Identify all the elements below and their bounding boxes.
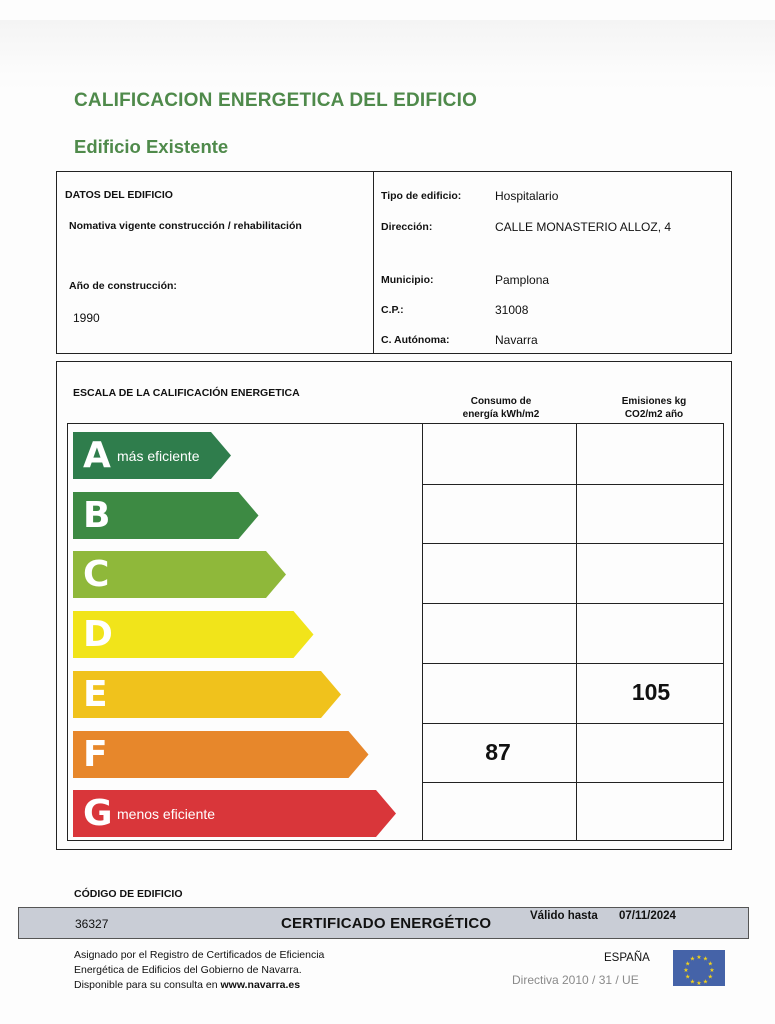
svg-text:★: ★ <box>696 980 702 986</box>
autonoma-label: C. Autónoma: <box>381 334 450 346</box>
svg-text:★: ★ <box>685 960 691 968</box>
table-row-divider <box>423 484 723 485</box>
table-row-divider <box>423 782 723 783</box>
svg-text:★: ★ <box>709 967 715 974</box>
svg-text:★: ★ <box>689 955 696 963</box>
cp-label: C.P.: <box>381 304 404 316</box>
municipio-label: Municipio: <box>381 274 434 286</box>
rating-arrow-f <box>73 731 369 777</box>
registry-line3-prefix: Disponible para su consulta en <box>74 979 221 991</box>
rating-letter: G <box>83 793 113 835</box>
emisiones-value: 105 <box>631 678 671 705</box>
certificate-title: CERTIFICADO ENERGÉTICO <box>281 915 492 932</box>
registry-line2: Energética de Edificios del Gobierno de Navarra. <box>74 964 302 976</box>
consumo-header-line1: Consumo de <box>470 396 532 407</box>
energy-scale-box <box>56 361 732 850</box>
svg-text:★: ★ <box>683 967 689 974</box>
rating-letter: F <box>83 733 108 775</box>
navarra-link[interactable]: www.navarra.es <box>220 979 301 991</box>
svg-text:★: ★ <box>696 954 702 961</box>
info-divider <box>373 172 374 353</box>
table-column-divider <box>576 424 577 840</box>
rating-letter: C <box>83 554 110 596</box>
building-section-label: DATOS DEL EDIFICIO <box>65 189 173 201</box>
espana-label: ESPAÑA <box>604 952 650 964</box>
emisiones-header <box>584 395 724 421</box>
consumo-value: 87 <box>485 738 511 765</box>
rating-letter: E <box>83 673 108 715</box>
rating-arrow-d <box>73 611 314 657</box>
consumo-header-line2: energía kWh/m2 <box>462 409 540 420</box>
tipo-value: Hospitalario <box>495 189 559 203</box>
rating-arrow-c <box>73 551 286 597</box>
svg-text:★: ★ <box>702 955 709 963</box>
cp-value: 31008 <box>495 303 529 317</box>
rating-arrow-a <box>73 432 231 478</box>
scan-artifact <box>0 20 775 90</box>
table-row-divider <box>423 603 723 604</box>
valid-until-date: 07/11/2024 <box>619 910 676 922</box>
page-subtitle: Edificio Existente <box>74 136 229 157</box>
normativa-label: Nomativa vigente construcción / rehabilitación <box>69 220 302 232</box>
rating-arrow-e <box>73 671 341 717</box>
rating-note: más eficiente <box>117 448 200 464</box>
consumo-header <box>431 395 571 421</box>
svg-text:★: ★ <box>702 978 709 986</box>
year-value: 1990 <box>73 311 100 325</box>
registry-line3 <box>74 978 324 993</box>
year-label: Año de construcción: <box>69 280 177 292</box>
rating-letter: D <box>83 614 113 656</box>
emisiones-header-line1: Emisiones kg <box>621 396 687 407</box>
tipo-label: Tipo de edificio: <box>381 190 462 202</box>
direccion-label: Dirección: <box>381 221 433 233</box>
building-code-label: CÓDIGO DE EDIFICIO <box>74 888 183 900</box>
emisiones-header-line2: CO2/m2 año <box>624 409 684 420</box>
svg-text:★: ★ <box>685 973 691 981</box>
registry-note <box>74 948 324 993</box>
eu-flag-icon <box>673 950 725 986</box>
svg-text:★: ★ <box>707 960 713 968</box>
building-code-value: 36327 <box>75 917 109 931</box>
certificate-bar <box>18 907 749 939</box>
scale-title: ESCALA DE LA CALIFICACIÓN ENERGETICA <box>73 387 300 399</box>
table-row-divider <box>423 723 723 724</box>
autonoma-value: Navarra <box>495 333 538 347</box>
rating-note: menos eficiente <box>117 806 216 823</box>
registry-line1: Asignado por el Registro de Certificados de Eficiencia <box>74 949 325 961</box>
rating-letter: A <box>83 435 111 476</box>
table-row-divider <box>423 663 723 664</box>
municipio-value: Pamplona <box>495 273 550 287</box>
building-data-box <box>56 171 732 354</box>
table-row-divider <box>423 543 723 544</box>
rating-arrow-g <box>73 790 396 836</box>
direccion-value: CALLE MONASTERIO ALLOZ, 4 <box>495 220 672 234</box>
rating-arrow-b <box>73 492 259 538</box>
rating-value-table <box>422 423 724 841</box>
page-title: CALIFICACION ENERGETICA DEL EDIFICIO <box>74 90 478 111</box>
svg-text:★: ★ <box>689 978 696 986</box>
valid-until-label: Válido hasta <box>530 910 598 922</box>
rating-letter: B <box>83 494 111 536</box>
svg-text:★: ★ <box>707 973 713 981</box>
directive-label: Directiva 2010 / 31 / UE <box>512 973 639 987</box>
